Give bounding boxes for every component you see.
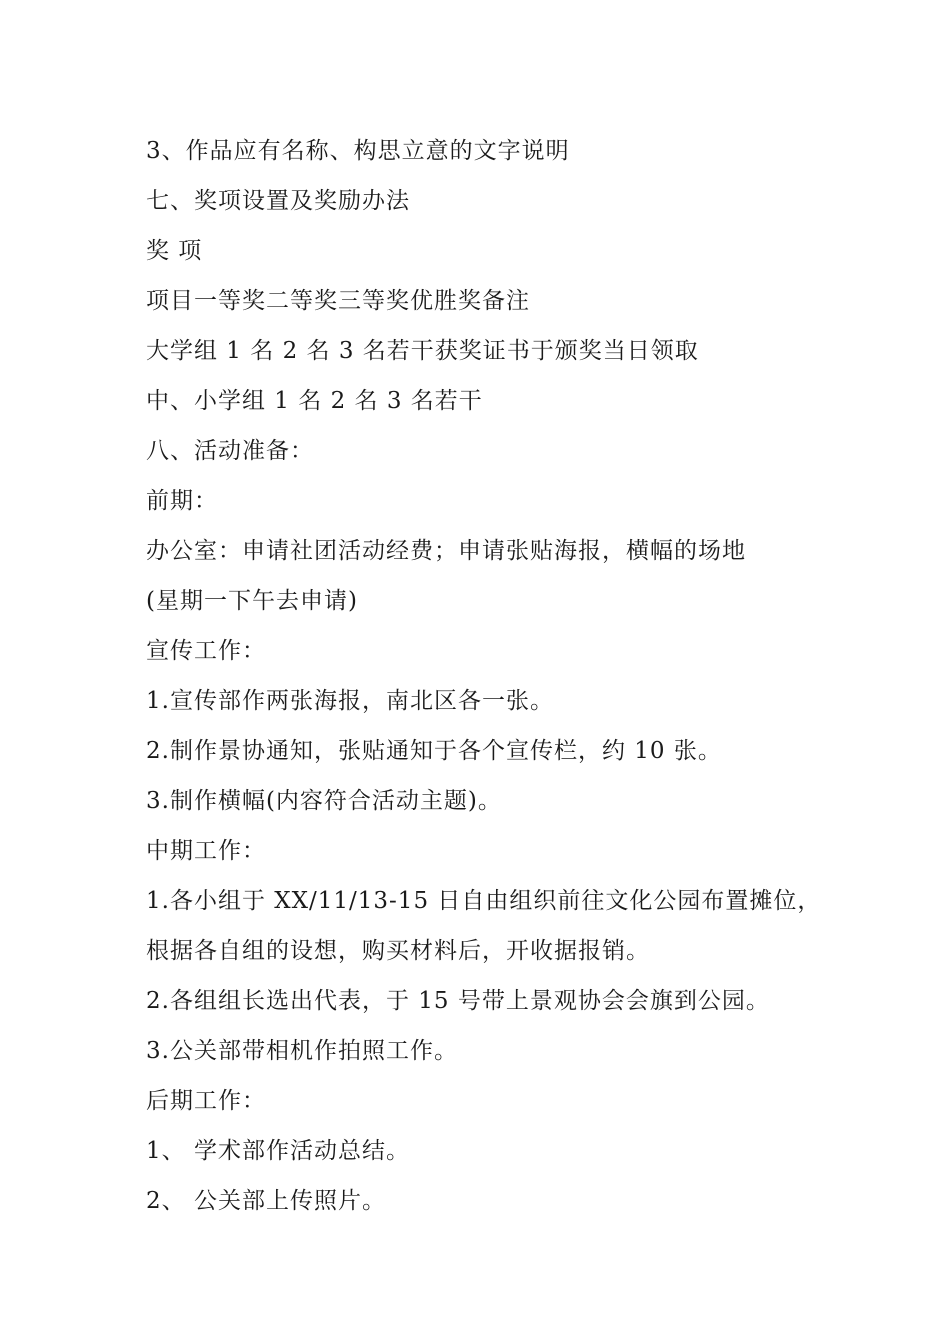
list-item: 2.制作景协通知，张贴通知于各个宣传栏，约 10 张。 — [146, 738, 722, 764]
list-item: 1.各小组于 XX/11/13-15 日自由组织前往文化公园布置摊位， — [146, 888, 822, 914]
list-item: 1、 学术部作活动总结。 — [146, 1138, 410, 1164]
text-line: 中、小学组 1 名 2 名 3 名若干 — [146, 388, 483, 414]
subsection-heading: 前期： — [146, 488, 218, 514]
list-item: 2.各组组长选出代表，于 15 号带上景观协会会旗到公园。 — [146, 988, 770, 1014]
text-line: 根据各自组的设想，购买材料后，开收据报销。 — [146, 938, 650, 964]
section-heading: 七、奖项设置及奖励办法 — [146, 188, 410, 214]
text-line: 项目一等奖二等奖三等奖优胜奖备注 — [146, 288, 530, 314]
text-line: 奖 项 — [146, 238, 203, 264]
subsection-heading: 中期工作： — [146, 838, 266, 864]
text-line: 3、作品应有名称、构思立意的文字说明 — [146, 138, 570, 164]
list-item: 3.公关部带相机作拍照工作。 — [146, 1038, 458, 1064]
list-item: 2、 公关部上传照片。 — [146, 1188, 386, 1214]
text-line: (星期一下午去申请) — [146, 588, 358, 614]
list-item: 3.制作横幅(内容符合活动主题)。 — [146, 788, 502, 814]
subsection-heading: 宣传工作： — [146, 638, 266, 664]
text-line: 大学组 1 名 2 名 3 名若干获奖证书于颁奖当日领取 — [146, 338, 699, 364]
list-item: 1.宣传部作两张海报，南北区各一张。 — [146, 688, 554, 714]
section-heading: 八、活动准备： — [146, 438, 314, 464]
text-line: 办公室：申请社团活动经费；申请张贴海报，横幅的场地 — [146, 538, 746, 564]
subsection-heading: 后期工作： — [146, 1088, 266, 1114]
